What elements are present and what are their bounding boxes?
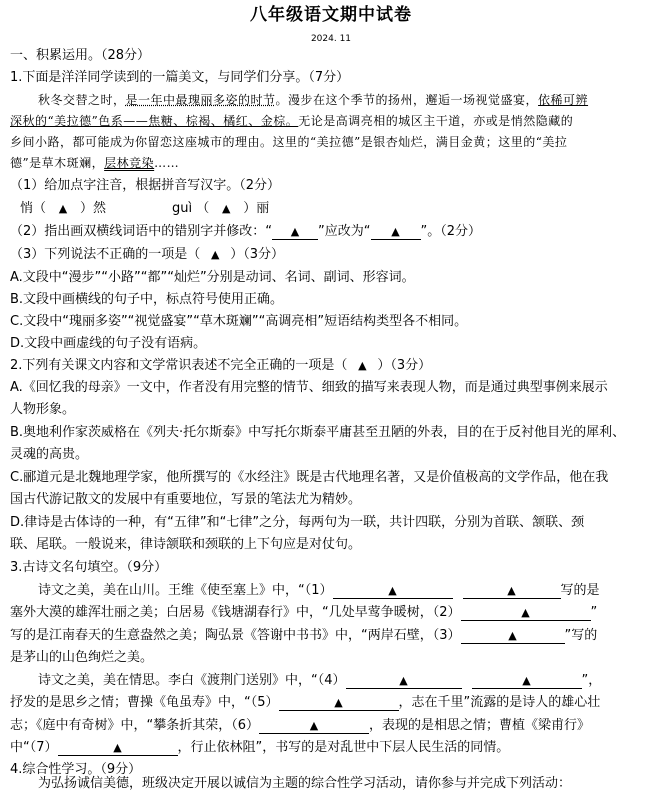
q2-option-d-line2: 联、尾联。一般说来，律诗颔联和颈联的上下句应是对仗句。 xyxy=(10,537,362,552)
q3-stem: 3.古诗文名句填空。（9分） xyxy=(10,560,168,575)
q2-option-d-line1: D.律诗是古体诗的一种，有“五律”和“七律”之分，每两句为一联，共计四联，分别为首联、颔联、颈 xyxy=(10,515,585,530)
q2-option-b-line1: B.奥地利作家茨威格在《列夫·托尔斯泰》中写托尔斯泰平庸甚至丑陋的外表，目的在于反衬他目光的犀利、 xyxy=(10,425,626,440)
answer-blank[interactable]: ▲ xyxy=(346,673,462,689)
answer-blank[interactable]: ▲ xyxy=(259,718,369,734)
underlined-phrase: 依稀可辨 xyxy=(538,93,589,107)
double-underlined-word: 层林竞染 xyxy=(104,156,155,170)
pinyin-item-a: 悄（ ▲ ）然 xyxy=(20,199,106,219)
answer-blank[interactable]: ▲ xyxy=(222,202,231,215)
q3-line-8: 中“（7） ▲ ，行止依林阻”，书写的是对乱世中下层人民生活的同情。 xyxy=(10,740,510,755)
q1-option-c: C.文段中“瑰丽多姿”“视觉盛宴”“草木斑斓”“高调亮相”短语结构类型各不相同。 xyxy=(10,314,468,329)
q3-line-2: 塞外大漠的雄浑壮丽之美；白居易《钱塘湖春行》中，“几处早莺争暖树，（2） ▲ ” xyxy=(10,605,598,620)
pinyin-item-b: guì （ ▲ ）丽 xyxy=(172,199,269,219)
exam-date: 2024. 11 xyxy=(310,34,352,44)
q1-sub2: （2）指出画双横线词语中的错别字并修改：“ ▲ ”应改为“ ▲ ”。（2分） xyxy=(10,224,482,239)
answer-blank[interactable]: ▲ xyxy=(461,605,591,621)
q1-option-d: D.文段中画虚线的句子没有语病。 xyxy=(10,336,207,351)
answer-blank[interactable]: ▲ xyxy=(472,673,582,689)
q2-option-a-line2: 人物形象。 xyxy=(10,402,76,417)
q2-option-c-line2: 国古代游记散文的发展中有重要地位，写景的笔法尤为精妙。 xyxy=(10,492,362,507)
q2-option-c-line1: C.郦道元是北魏地理学家，他所撰写的《水经注》既是古代地理名著，又是价值极高的文学作品，他在我 xyxy=(10,470,609,485)
q4-stem: 4.综合性学习。（9分） xyxy=(10,762,142,777)
q1-sub3: （3）下列说法不正确的一项是（ ▲ ）（3分） xyxy=(10,245,284,265)
q1-option-b: B.文段中画横线的句子中，标点符号使用正确。 xyxy=(10,292,284,307)
exam-title: 八年级语文期中试卷 xyxy=(250,5,412,25)
q1-option-a: A.文段中“漫步”“小路”“都”“灿烂”分别是动词、名词、副词、形容词。 xyxy=(10,270,415,285)
answer-blank[interactable]: ▲ xyxy=(272,224,318,240)
answer-blank[interactable]: ▲ xyxy=(371,224,421,240)
q3-line-3: 写的是江南春天的生意盎然之美；陶弘景《答谢中书书》中，“两岸石壁，（3） ▲ ”写的 xyxy=(10,628,598,643)
answer-blank[interactable]: ▲ xyxy=(279,695,399,711)
answer-blank[interactable]: ▲ xyxy=(333,583,453,599)
q1-stem: 1.下面是洋洋同学读到的一篇美文，与同学们分享。（7分） xyxy=(10,70,350,85)
underlined-sentence: 深秋的“美拉德”色系——焦糖、棕褐、橘红、金棕。 xyxy=(10,114,299,128)
passage-line-4: 德”是草木斑斓，层林竞染…… xyxy=(10,156,180,170)
answer-blank[interactable]: ▲ xyxy=(461,628,565,644)
answer-blank[interactable]: ▲ xyxy=(463,583,561,599)
answer-blank[interactable]: ▲ xyxy=(58,740,178,756)
q3-line-5: 诗文之美，美在情思。李白《渡荆门送别》中，“（4） ▲ ▲ ”， xyxy=(38,673,602,688)
answer-blank[interactable]: ▲ xyxy=(358,359,367,372)
passage-line-2: 深秋的“美拉德”色系——焦糖、棕褐、橘红、金棕。无论是高调亮相的城区主干道，亦或是悄然隐藏的 xyxy=(10,114,574,128)
q1-sub1: （1）给加点字注音，根据拼音写汉字。（2分） xyxy=(10,178,281,193)
answer-blank[interactable]: ▲ xyxy=(211,248,220,261)
q2-option-a-line1: A.《回忆我的母亲》一文中，作者没有用完整的情节、细致的描写来表现人物，而是通过典型事例来展示 xyxy=(10,380,608,395)
passage-line-1: 秋冬交替之时，是一年中最瑰丽多姿的时节。漫步在这个季节的扬州，邂逅一场视觉盛宴，依稀可辨 xyxy=(38,93,589,107)
q4-intro: 为弘扬诚信美德，班级决定开展以诚信为主题的综合性学习活动，请你参与并完成下列活动： xyxy=(38,776,572,791)
q2-stem: 2.下列有关课文内容和文学常识表述不完全正确的一项是（ ▲ ）（3分） xyxy=(10,356,431,376)
passage-line-3: 乡间小路，都可能成为你留恋这座城市的理由。这里的“美拉德”是银杏灿烂，满目金黄；这里的“美拉 xyxy=(10,135,568,149)
q3-line-4: 是茅山的山色绚烂之美。 xyxy=(10,650,154,665)
q3-line-6: 抒发的是思乡之情；曹操《龟虽寿》中，“（5） ▲ ，志在千里”流露的是诗人的雄心壮 xyxy=(10,695,601,710)
answer-blank[interactable]: ▲ xyxy=(58,202,68,215)
q2-option-b-line2: 灵魂的高贵。 xyxy=(10,447,89,462)
dotted-phrase: 是一年中最瑰丽多姿的时节 xyxy=(125,93,276,107)
q3-line-7: 志；《庭中有奇树》中，“攀条折其荣，（6） ▲ ，表现的是相思之情；曹植《梁甫行》 xyxy=(10,718,591,733)
q3-line-1: 诗文之美，美在山川。王维《使至塞上》中，“（1） ▲ ▲ 写的是 xyxy=(38,583,600,598)
section-heading: 一、积累运用。（28分） xyxy=(10,48,151,63)
